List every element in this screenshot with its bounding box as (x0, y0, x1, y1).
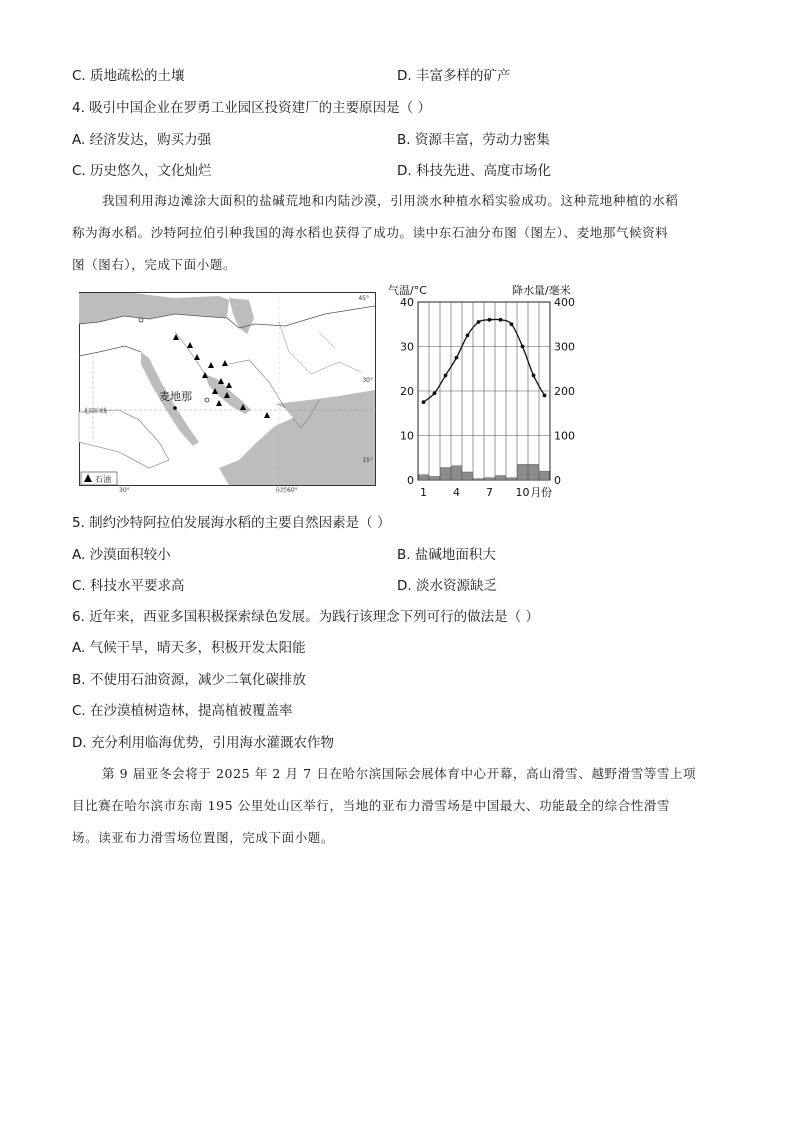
temperature-point (444, 374, 448, 378)
passage-asian-winter-games (72, 758, 722, 854)
precip-bar (474, 479, 484, 480)
lon-60-label: 东经60° (275, 487, 298, 494)
lon-30-label: 30° (119, 487, 130, 494)
temperature-point (477, 320, 481, 324)
temp-tick-label: 20 (400, 385, 414, 398)
medina-dot (173, 406, 177, 410)
q5-option-c: C. 科技水平要求高 (72, 578, 185, 594)
precip-tick-label: 200 (554, 385, 575, 398)
precip-bar (463, 472, 473, 480)
temp-tick-label: 30 (400, 340, 414, 354)
passage1-line1: 我国利用海边滩涂大面积的盐碱荒地和内陆沙漠，引用淡水种植水稻实验成功。这种荒地种植的水稻 (102, 193, 679, 208)
legend-oil-label: 石油 (95, 475, 111, 484)
q6-stem: 6. 近年来，西亚多国积极探索绿色发展。为践行该理念下列可行的做法是（ ） (72, 609, 539, 625)
precip-tick-label: 300 (554, 340, 575, 354)
passage1-line3: 图（图右），完成下面小题。 (72, 257, 237, 272)
q5-option-d: D. 淡水资源缺乏 (397, 578, 497, 594)
temp-tick-label: 40 (400, 296, 414, 309)
temperature-point (422, 400, 426, 404)
precip-tick-label: 100 (554, 429, 575, 443)
q5-option-b: B. 盐碱地面积大 (397, 547, 496, 563)
q6-option-d: D. 充分利用临海优势，引用海水灌溉农作物 (72, 735, 334, 751)
q6-option-a: A. 气候干旱，晴天多，积极开发太阳能 (72, 640, 306, 656)
precip-tick-label: 0 (554, 474, 561, 487)
temperature-point (510, 322, 514, 326)
month-tick-label: 10 (515, 486, 530, 499)
precip-bar (485, 478, 495, 480)
precip-bar (441, 468, 451, 480)
middle-east-oil-map (79, 292, 376, 494)
temperature-point (521, 345, 525, 349)
q3-option-d: D. 丰富多样的矿产 (397, 68, 511, 84)
month-tick-label: 7 (486, 486, 493, 499)
temperature-point (543, 394, 547, 398)
medina-climate-chart (382, 280, 602, 502)
passage2-line3: 场。读亚布力滑雪场位置图，完成下面小题。 (72, 830, 335, 845)
q4-option-a: A. 经济发达，购买力强 (72, 132, 212, 148)
precip-bar (540, 471, 550, 480)
medina-label: 麦地那 (159, 390, 192, 403)
q4-stem: 4. 吸引中国企业在罗勇工业园区投资建厂的主要原因是（ ） (72, 100, 431, 116)
month-tick-label: 4 (453, 486, 460, 499)
precip-axis-label: 降水量/毫米 (512, 284, 571, 297)
passage1-line2: 称为海水稻。沙特阿拉伯引种我国的海水稻也获得了成功。读中东石油分布图（图左）、麦地那气候资料 (72, 225, 669, 240)
precip-bar (507, 478, 517, 480)
q4-option-c: C. 历史悠久，文化灿烂 (72, 163, 212, 179)
lat-15-label: 15° (362, 457, 373, 464)
lat-45-label: 45° (358, 295, 369, 302)
q6-option-c: C. 在沙漠植树造林，提高植被覆盖率 (72, 703, 293, 719)
precip-tick-label: 400 (554, 296, 575, 309)
precip-bar (419, 475, 429, 480)
precip-bar (430, 476, 440, 480)
precip-bar (518, 464, 528, 480)
temp-tick-label: 0 (407, 474, 414, 487)
temperature-point (433, 391, 437, 395)
passage2-line2: 目比赛在哈尔滨市东南 195 公里处山区举行，当地的亚布力滑雪场是中国最大、功能最全的综合性滑雪 (72, 798, 671, 813)
lat-30-label: 30° (362, 377, 373, 384)
precip-bar (496, 476, 506, 480)
temp-axis-label: 气温/°C (388, 284, 427, 297)
temperature-point (466, 333, 470, 337)
temperature-point (532, 374, 536, 378)
temperature-point (499, 318, 503, 322)
q4-option-d: D. 科技先进、高度市场化 (397, 163, 551, 179)
q6-option-b: B. 不使用石油资源，减少二氧化碳排放 (72, 672, 306, 688)
passage2-line1: 第 9 届亚冬会将于 2025 年 2 月 7 日在哈尔滨国际会展体育中心开幕，高山滑雪、越野滑雪等雪上项 (102, 766, 697, 781)
q4-option-b: B. 资源丰富，劳动力密集 (397, 132, 550, 148)
temperature-point (488, 318, 492, 322)
tropic-label: 北回归线 (83, 408, 108, 415)
q5-stem: 5. 制约沙特阿拉伯发展海水稻的主要自然因素是（ ） (72, 515, 391, 531)
precip-bar (452, 466, 462, 480)
month-unit-label: 月份 (530, 486, 553, 499)
precip-bar (529, 464, 539, 480)
q3-option-c: C. 质地疏松的土壤 (72, 68, 185, 84)
passage-seawater-rice (72, 185, 722, 281)
month-tick-label: 1 (420, 486, 427, 499)
temperature-point (455, 356, 459, 360)
temp-tick-label: 10 (400, 429, 414, 443)
q5-option-a: A. 沙漠面积较小 (72, 547, 171, 563)
